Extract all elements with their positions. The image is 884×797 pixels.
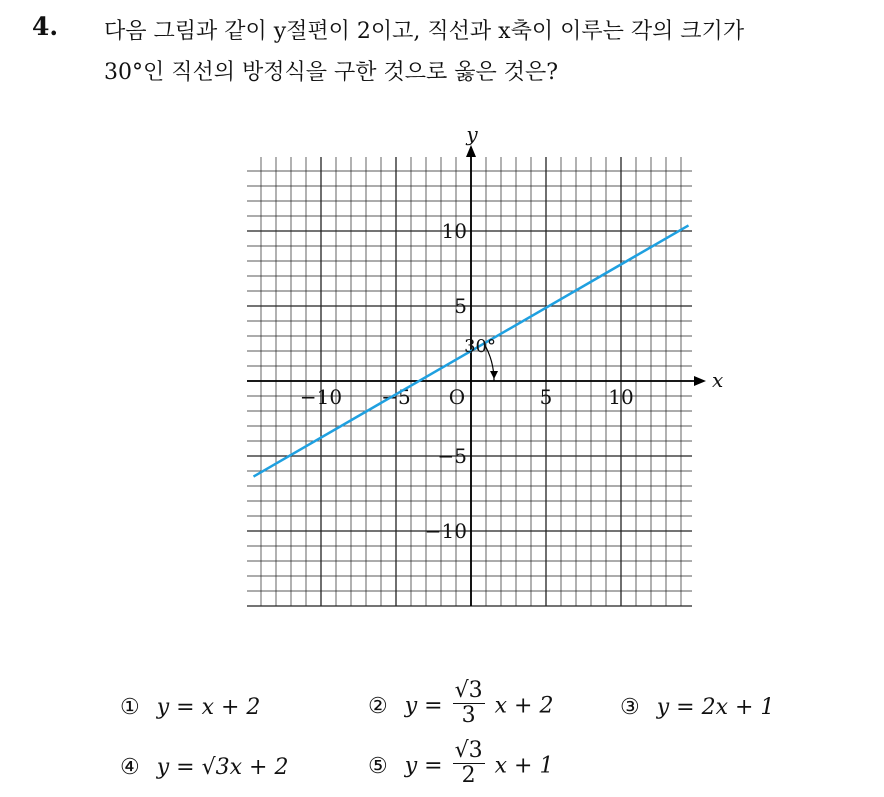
x-tick-label: −5 [381,385,411,409]
y-axis-label: y [466,122,478,146]
fraction [453,679,485,728]
fraction-numerator: √3 [454,678,483,703]
equals-sign: = [676,695,702,720]
y-tick-label: −5 [437,444,467,468]
choice-marker: ③ [620,695,640,720]
y-tick-label: 10 [441,219,467,243]
equals-sign: = [176,695,202,720]
fraction [453,739,485,788]
choice-marker: ⑤ [368,753,388,779]
angle-arrow-icon [490,371,498,379]
choice-lhs: y [156,755,170,780]
choice-lhs: y [404,693,418,719]
answer-choice-5[interactable] [368,738,554,791]
choice-expression: x + 2 [494,693,554,719]
answer-choice-1[interactable] [120,695,260,720]
choice-lhs: y [404,753,418,779]
question-text-line1: 다음 그림과 같이 y절편이 2이고, 직선과 x축이 이루는 각의 크기가 [104,19,745,44]
choice-marker: ④ [120,755,140,780]
equals-sign: = [424,753,450,779]
x-axis-arrow-icon [694,376,706,386]
choice-expression: 2x + 1 [701,695,775,720]
equals-sign: = [424,693,450,719]
x-tick-label: −10 [299,385,343,409]
answer-choice-2[interactable] [368,678,554,731]
fraction-denominator: 3 [461,703,476,728]
x-axis-label: x [712,368,724,392]
y-axis-arrow-icon [466,145,476,157]
question-number: 4. [32,12,59,41]
choice-expression: √3x + 2 [201,755,289,780]
equals-sign: = [176,755,202,780]
question-text-line2: 30°인 직선의 방정식을 구한 것으로 옳은 것은? [104,60,559,85]
x-tick-label: 10 [608,385,634,409]
origin-label: O [448,385,466,409]
choice-marker: ② [368,693,388,719]
angle-label: 30° [464,336,496,357]
x-tick-label: 5 [539,385,553,409]
choice-lhs: y [656,695,670,720]
choice-lhs: y [156,695,170,720]
y-tick-label: −10 [424,519,467,543]
y-tick-label: 5 [454,294,467,318]
choice-expression: x + 2 [201,695,261,720]
fraction-denominator: 2 [461,763,476,788]
choice-marker: ① [120,695,140,720]
answer-choice-4[interactable] [120,755,288,780]
fraction-numerator: √3 [454,738,483,763]
answer-choice-3[interactable] [620,695,774,720]
choice-expression: x + 1 [494,753,554,779]
